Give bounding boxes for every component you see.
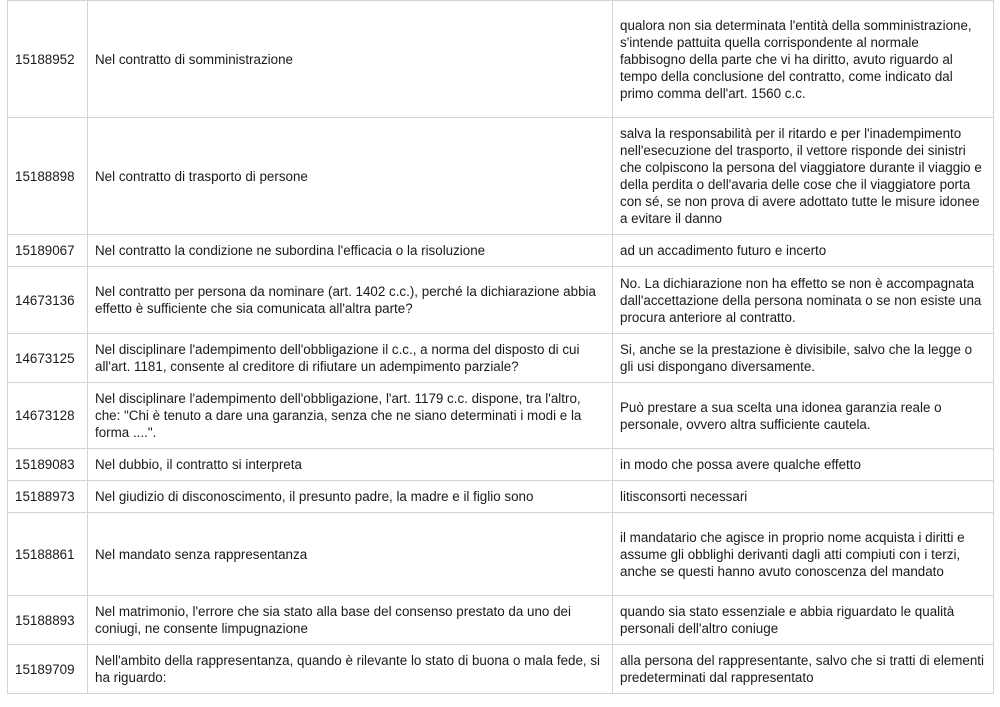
question-text: Nel disciplinare l'adempimento dell'obbligazione il c.c., a norma del disposto di cui all'art. 1181, consente al creditore di rifiutare un adempimento parziale? xyxy=(88,334,613,383)
question-id: 15188898 xyxy=(8,118,88,235)
question-id: 14673125 xyxy=(8,334,88,383)
answer-text: No. La dichiarazione non ha effetto se non è accompagnata dall'accettazione della persona nominata o se non esiste una procura anteriore al contratto. xyxy=(613,267,994,334)
question-text: Nel contratto di trasporto di persone xyxy=(88,118,613,235)
question-text: Nel mandato senza rappresentanza xyxy=(88,513,613,596)
answer-text: ad un accadimento futuro e incerto xyxy=(613,235,994,267)
question-text: Nel contratto di somministrazione xyxy=(88,1,613,118)
question-text: Nel giudizio di disconoscimento, il presunto padre, la madre e il figlio sono xyxy=(88,481,613,513)
table-row xyxy=(8,481,994,513)
quiz-table xyxy=(7,0,994,694)
question-text: Nel contratto la condizione ne subordina l'efficacia o la risoluzione xyxy=(88,235,613,267)
question-text: Nel dubbio, il contratto si interpreta xyxy=(88,449,613,481)
question-text: Nel matrimonio, l'errore che sia stato alla base del consenso prestato da uno dei coniugi, ne consente limpugnazione xyxy=(88,596,613,645)
question-id: 15188861 xyxy=(8,513,88,596)
table-row xyxy=(8,118,994,235)
table-row xyxy=(8,645,994,694)
question-id: 15189709 xyxy=(8,645,88,694)
table-row xyxy=(8,267,994,334)
question-text: Nel contratto per persona da nominare (art. 1402 c.c.), perché la dichiarazione abbia effetto è sufficiente che sia comunicata all'altra parte? xyxy=(88,267,613,334)
question-id: 15189083 xyxy=(8,449,88,481)
table-row xyxy=(8,334,994,383)
answer-text: alla persona del rappresentante, salvo che si tratti di elementi predeterminati dal rappresentato xyxy=(613,645,994,694)
question-id: 15188973 xyxy=(8,481,88,513)
question-text: Nell'ambito della rappresentanza, quando è rilevante lo stato di buona o mala fede, si ha riguardo: xyxy=(88,645,613,694)
question-id: 14673136 xyxy=(8,267,88,334)
question-text: Nel disciplinare l'adempimento dell'obbligazione, l'art. 1179 c.c. dispone, tra l'altro, che: "Chi è tenuto a dare una garanzia, senza che ne siano determinati i modi e la forma ....". xyxy=(88,383,613,449)
table-row xyxy=(8,596,994,645)
answer-text: Si, anche se la prestazione è divisibile, salvo che la legge o gli usi dispongano diversamente. xyxy=(613,334,994,383)
table-row xyxy=(8,1,994,118)
question-id: 15189067 xyxy=(8,235,88,267)
answer-text: il mandatario che agisce in proprio nome acquista i diritti e assume gli obblighi derivanti dagli atti compiuti con i terzi, anche se questi hanno avuto conoscenza del mandato xyxy=(613,513,994,596)
answer-text: quando sia stato essenziale e abbia riguardato le qualità personali dell'altro coniuge xyxy=(613,596,994,645)
answer-text: Può prestare a sua scelta una idonea garanzia reale o personale, ovvero altra sufficiente cautela. xyxy=(613,383,994,449)
table-row xyxy=(8,383,994,449)
answer-text: qualora non sia determinata l'entità della somministrazione, s'intende pattuita quella corrispondente al normale fabbisogno della parte che vi ha diritto, avuto riguardo al tempo della conclusione del contratto, come indicato dal primo comma dell'art. 1560 c.c. xyxy=(613,1,994,118)
question-id: 14673128 xyxy=(8,383,88,449)
question-id: 15188952 xyxy=(8,1,88,118)
answer-text: litisconsorti necessari xyxy=(613,481,994,513)
answer-text: in modo che possa avere qualche effetto xyxy=(613,449,994,481)
table-row xyxy=(8,235,994,267)
table-row xyxy=(8,449,994,481)
answer-text: salva la responsabilità per il ritardo e per l'inadempimento nell'esecuzione del trasporto, il vettore risponde dei sinistri che colpiscono la persona del viaggiatore durante il viaggio e della perdita o dell'avaria delle cose che il viaggiatore porta con sé, se non prova di avere adottato tutte le misure idonee a evitare il danno xyxy=(613,118,994,235)
question-id: 15188893 xyxy=(8,596,88,645)
table-row xyxy=(8,513,994,596)
